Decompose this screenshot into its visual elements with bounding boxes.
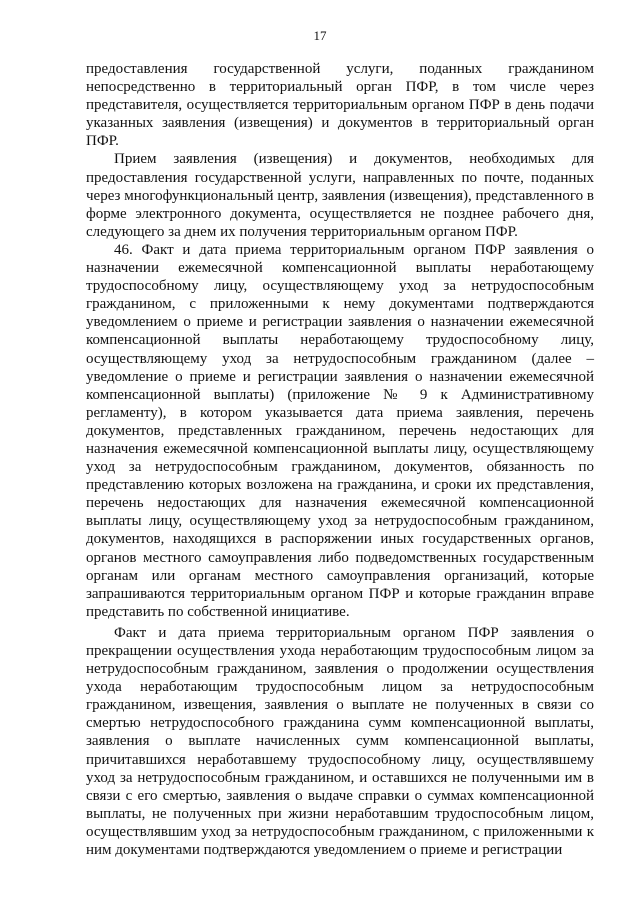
page-number: 17 (313, 28, 327, 43)
paragraph-termination-notice: Факт и дата приема территориальным органом ПФР заявления о прекращении осуществления ухода неработающим трудоспособным лицом за нетрудоспособным гражданином, заявления о продолжении осуществления ухода неработающим трудоспособным лицом за нетрудоспособным гражданином, извещения, заявления о выплате не полученных в связи со смертью нетрудоспособного гражданина сумм компенсационной выплаты, заявления о выплате начисленных сумм компенсационной выплаты, причитавшихся неработавшему трудоспособному лицу, осуществлявшему уход за нетрудоспособным гражданином, и оставшихся не полученными им в связи с его смертью, заявления о выдаче справки о суммах компенсационной выплаты, не полученных при жизни неработавшим трудоспособным лицом, осуществлявшим уход за нетрудоспособным гражданином, с приложенными к ним документами подтверждаются уведомлением о приеме и регистрации (86, 624, 594, 859)
document-body (86, 60, 594, 859)
paragraph-mail-receipt: Прием заявления (извещения) и документов, необходимых для предоставления государственной услуги, направленных по почте, поданных через многофункциональный центр, заявления (извещения), представленного в форме электронного документа, осуществляется не позднее рабочего дня, следующего за днем их получения территориальным органом ПФР. (86, 151, 594, 240)
paragraph-continuation: предоставления государственной услуги, поданных гражданином непосредственно в территориальный орган ПФР, в том числе через представителя, осуществляется территориальным органом ПФР в день подачи указанных заявления (извещения) и документов в территориальный орган ПФР. (86, 61, 594, 150)
paragraph-item-46: 46. Факт и дата приема территориальным органом ПФР заявления о назначении ежемесячной компенсационной выплаты неработающему трудоспособному лицу, осуществляющему уход за нетрудоспособным гражданином, с приложенными к нему документами подтверждаются уведомлением о приеме и регистрации заявления о назначении ежемесячной компенсационной выплаты неработающему трудоспособному лицу, осуществляющему уход за нетрудоспособным гражданином (далее – уведомление о приеме и регистрации заявления о назначении ежемесячной компенсационной выплаты) (приложение № 9 к Административному регламенту), в котором указывается дата приема заявления, перечень документов, представленных гражданином, перечень недостающих для назначения ежемесячной компенсационной выплаты лицу, осуществляющему уход за нетрудоспособным гражданином, документов, обязанность по представлению которых возложена на гражданина, и сроки их представления, перечень недостающих для назначения ежемесячной компенсационной выплаты лицу, осуществляющему уход за нетрудоспособным гражданином, документов, находящихся в распоряжении иных государственных органов, органов местного самоуправления либо подведомственных государственным органам или органам местного самоуправления организаций, которые запрашиваются территориальным органом ПФР и которые гражданин вправе представить по собственной инициативе. (86, 241, 594, 620)
